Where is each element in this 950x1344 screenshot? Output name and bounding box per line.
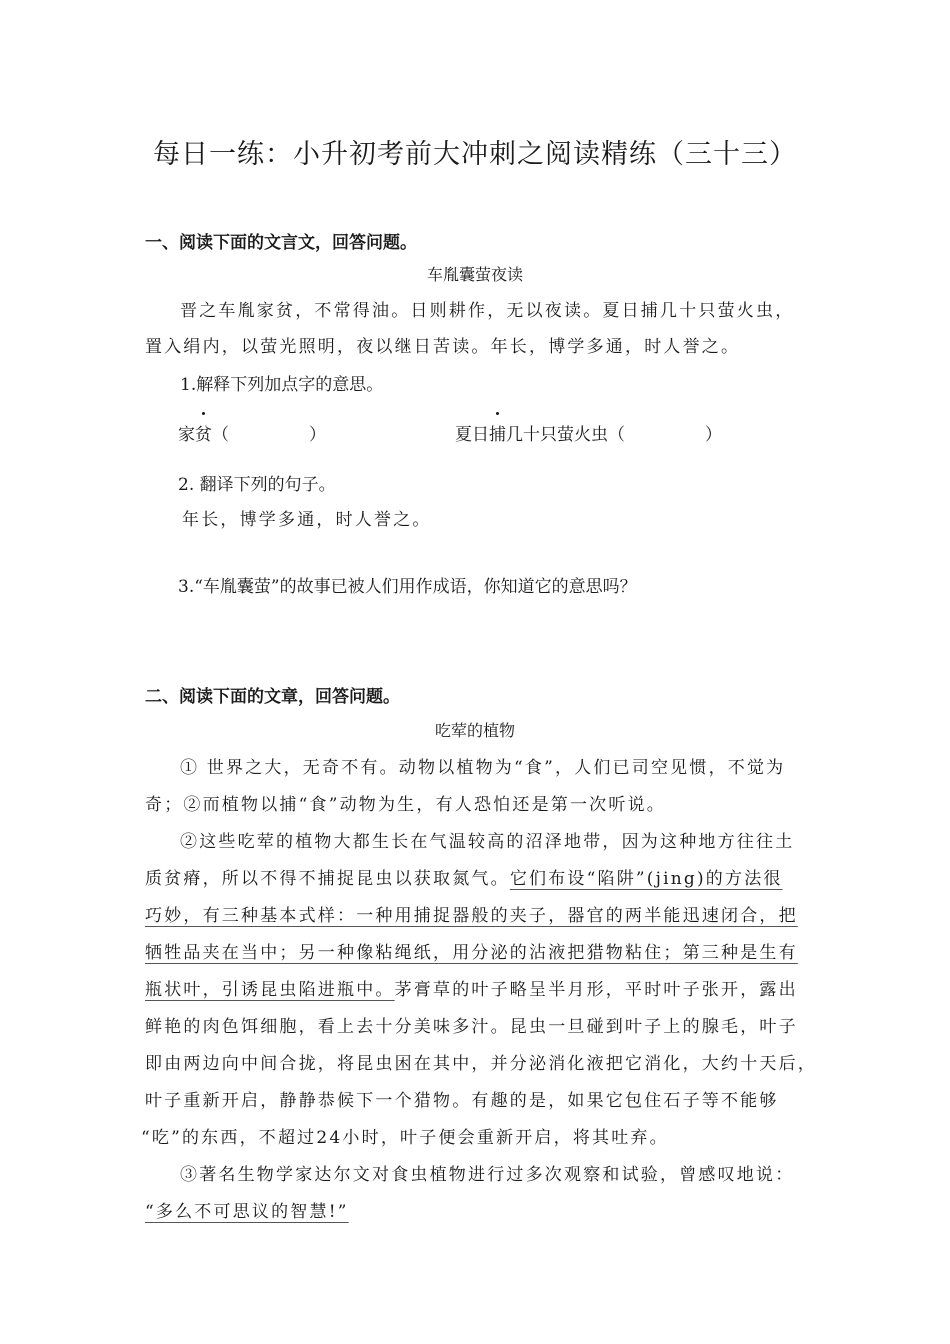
section2-passage-title: 吃荤的植物 xyxy=(434,721,515,740)
passage-line: ②这些吃荤的植物大都生长在气温较高的沼泽地带，因为这种地方往往土 xyxy=(180,832,795,852)
q1b-close-paren: ） xyxy=(705,425,722,445)
q1a-prefix: 家 xyxy=(178,425,195,445)
section1-passage-line: 置入绢内，以萤光照明，夜以继日苦读。年长，博学多通，时人誉之。 xyxy=(145,337,741,357)
underlined-text: 它们布设“陷阱”(jing)的方法很 xyxy=(509,869,783,889)
question-3: 3.“车胤囊萤”的故事已被人们用作成语，你知道它的意思吗？ xyxy=(178,577,637,597)
passage-line xyxy=(145,864,783,889)
passage-line: 鲜艳的肉色饵细胞，看上去十分美味多汁。昆虫一旦碰到叶子上的腺毛，叶子 xyxy=(145,1017,798,1037)
q1a-dotted-char: 贫 xyxy=(195,420,212,445)
q1b-dotted-char: 捕 xyxy=(489,420,506,445)
q1a-close-paren: ） xyxy=(309,425,326,445)
question-1a xyxy=(178,420,326,445)
question-1: 1.解释下列加点字的意思。 xyxy=(180,375,384,395)
passage-text: 茅膏草的叶子略呈半月形，平时叶子张开，露出 xyxy=(394,980,798,1000)
passage-line: 即由两边向中间合拢，将昆虫困在其中，并分泌消化液把它消化，大约十天后， xyxy=(145,1054,817,1074)
question-2-sentence: 年长，博学多通，时人誉之。 xyxy=(182,510,432,530)
q1b-prefix: 夏日 xyxy=(455,425,489,445)
question-1b xyxy=(455,420,722,445)
passage-line: 叶子重新开启，静静恭候下一个猎物。有趣的是，如果它包住石子等不能够 xyxy=(145,1091,779,1111)
passage-text: 质贫瘠，所以不得不捕捉昆虫以获取氮气。 xyxy=(145,869,510,889)
question-2: 2. 翻译下列的句子。 xyxy=(178,475,336,495)
section2-heading: 二、阅读下面的文章，回答问题。 xyxy=(145,687,400,707)
passage-line: ③著名生物学家达尔文对食虫植物进行过多次观察和试验，曾感叹地说： xyxy=(180,1165,795,1185)
section1-heading: 一、阅读下面的文言文，回答问题。 xyxy=(145,233,417,253)
q1a-open-paren: （ xyxy=(212,425,229,445)
underlined-passage-line: 巧妙，有三种基本式样：一种用捕捉器般的夹子，器官的两半能迅速闭合，把 xyxy=(145,906,798,926)
page-title: 每日一练：小升初考前大冲刺之阅读精练（三十三） xyxy=(153,139,797,170)
passage-line: 奇；②而植物以捕“食”动物为生，有人恐怕还是第一次听说。 xyxy=(145,795,666,815)
passage-line: “吃”的东西，不超过24小时，叶子便会重新开启，将其吐弃。 xyxy=(141,1128,669,1148)
passage-line xyxy=(145,975,798,1000)
underlined-passage-line: “多么不可思议的智慧!” xyxy=(145,1202,349,1222)
section1-passage-title: 车胤囊萤夜读 xyxy=(426,265,523,284)
underlined-passage-line: 牺牲品夹在当中；另一种像粘绳纸，用分泌的沾液把猎物粘住；第三种是生有 xyxy=(145,943,798,963)
underlined-text: 瓶状叶，引诱昆虫陷进瓶中。 xyxy=(145,980,395,1000)
passage-line: ① 世界之大，无奇不有。动物以植物为“食”，人们已司空见惯，不觉为 xyxy=(180,758,786,778)
section1-passage-line: 晋之车胤家贫，不常得油。日则耕作，无以夜读。夏日捕几十只萤火虫， xyxy=(180,301,795,321)
q1b-suffix: 几十只萤火虫（ xyxy=(506,425,625,445)
